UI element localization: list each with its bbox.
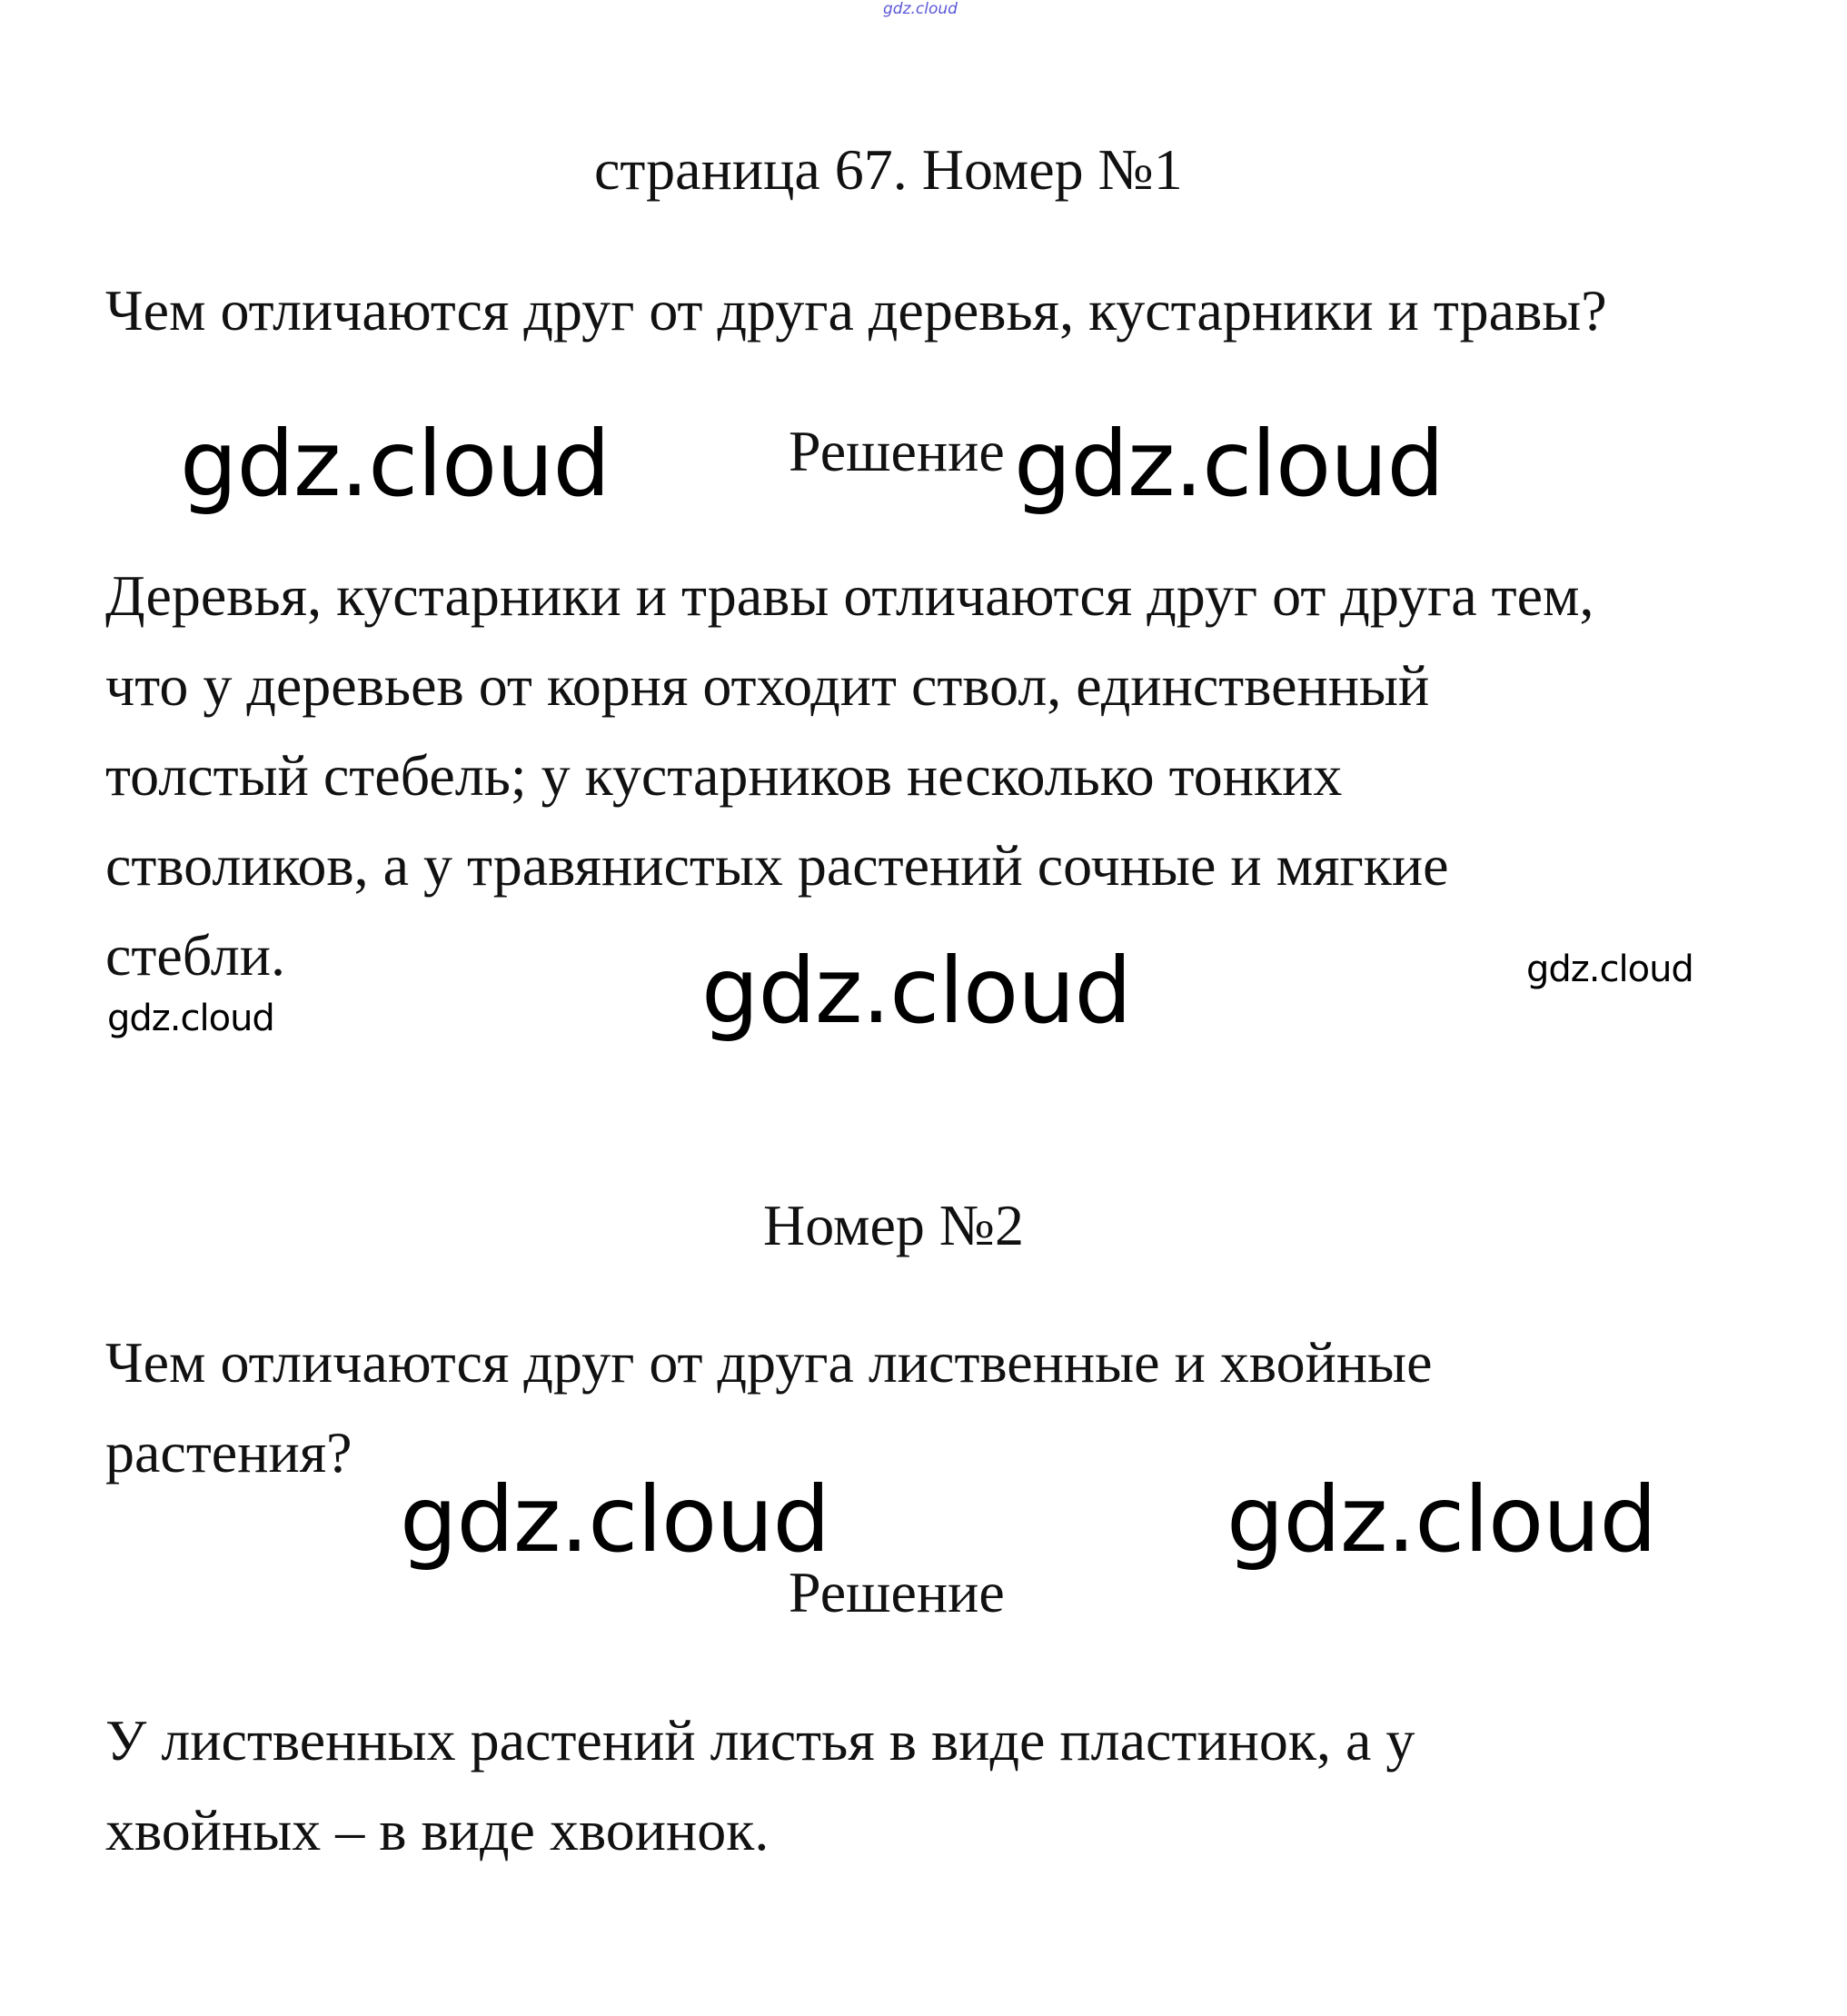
answer-line: стволиков, а у травянистых растений сочные и мягкие <box>105 833 1449 898</box>
section2-solution-label: Решение <box>789 1560 1005 1624</box>
section1-answer <box>105 551 1594 1000</box>
answer-line: Деревья, кустарники и травы отличаются друг от друга тем, <box>105 563 1594 628</box>
watermark: gdz.cloud <box>1226 1466 1657 1573</box>
answer-line: стебли. <box>105 923 285 988</box>
watermark: gdz.cloud <box>107 998 274 1039</box>
question-line: Чем отличаются друг от друга лиственные и хвойные <box>105 1330 1433 1395</box>
section2-answer <box>105 1695 1415 1875</box>
answer-line: что у деревьев от корня отходит ствол, единственный <box>105 653 1430 718</box>
site-link[interactable]: gdz.cloud <box>883 0 958 18</box>
section1-heading: страница 67. Номер №1 <box>594 137 1183 202</box>
watermark: gdz.cloud <box>400 1466 830 1573</box>
watermark: gdz.cloud <box>180 411 611 517</box>
section1-question <box>105 265 1607 355</box>
watermark: gdz.cloud <box>701 938 1132 1044</box>
answer-line: толстый стебель; у кустарников несколько тонких <box>105 743 1343 808</box>
watermark: gdz.cloud <box>1014 411 1445 517</box>
section2-heading: Номер №2 <box>763 1193 1024 1257</box>
question-line: растения? <box>105 1420 353 1485</box>
answer-line: хвойных – в виде хвоинок. <box>105 1798 770 1862</box>
question-line: Чем отличаются друг от друга деревья, кустарники и травы? <box>105 278 1607 343</box>
watermark: gdz.cloud <box>1526 948 1693 990</box>
answer-line: У лиственных растений листья в виде пластинок, а у <box>105 1708 1415 1773</box>
section1-solution-label: Решение <box>789 419 1005 483</box>
